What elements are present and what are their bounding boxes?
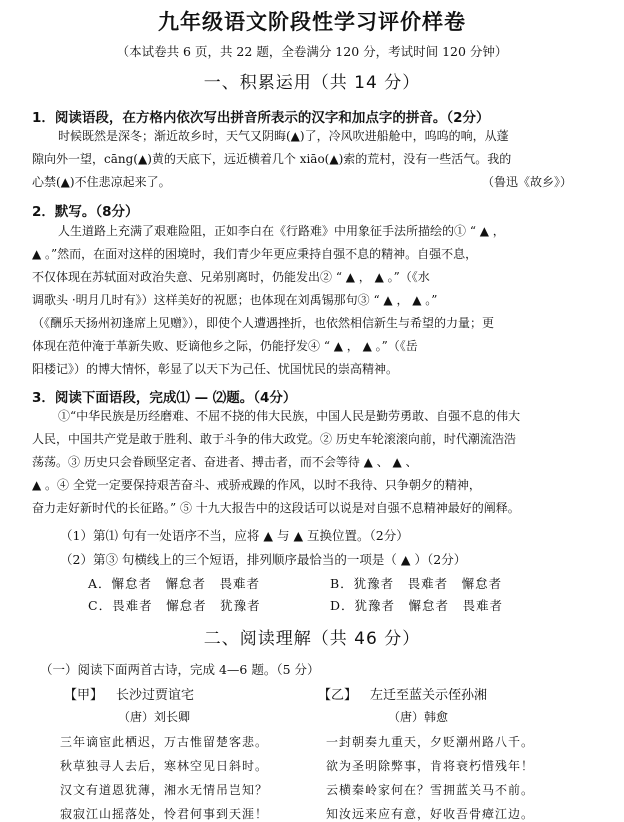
part-1-instructions: （一）阅读下面两首古诗，完成 4—6 题。（5 分）	[40, 662, 320, 677]
poem-a-author: （唐）刘长卿	[118, 710, 191, 724]
passage-line: 体现在范仲淹于革新失败、贬谪他乡之际，仍能抒发④ “ ▲ ， ▲ 。”（《岳	[32, 339, 418, 353]
section-1-heading: 一、积累运用（共 14 分）	[203, 73, 421, 93]
passage-line: 奋力走好新时代的长征路。” ⑤ 十九大报告中的这段话可以说是对自强不息精神最好的阐释。	[32, 501, 520, 515]
poem-b-line: 欲为圣明除弊事，肯将衰朽惜残年！	[326, 759, 535, 773]
passage-line: 人生道路上充满了艰难险阻，正如李白在《行路难》中用象征手法所描绘的① “ ▲ ，	[58, 224, 505, 238]
poem-a-title: 长沙过贾谊宅	[116, 688, 195, 703]
passage-line: （《酬乐天扬州初逢席上见赠》），即使个人遭遇挫折，也依然相信新生与希望的力量；更	[32, 316, 495, 330]
option-a: A．懈怠者 懈怠者 畏难者	[88, 576, 261, 591]
poem-b-tag: 【乙】	[318, 688, 358, 703]
question-3-sub2: （2）第③ 句横线上的三个短语，排列顺序最恰当的一项是（ ▲ ）（2分）	[60, 552, 467, 567]
passage-line: 时候既然是深冬；渐近故乡时，天气又阴晦(▲)了，冷风吹进船舱中，呜呜的响，从蓬	[58, 129, 509, 143]
option-b: B．犹豫者 畏难者 懈怠者	[330, 576, 503, 591]
passage-line: 不仅体现在苏轼面对政治失意、兄弟别离时，仍能发出② “ ▲ ， ▲ 。”（《水	[32, 270, 430, 284]
passage-line: ▲ 。”然而，在面对这样的困境时，我们青少年更应秉持自强不息的精神。自强不息，	[32, 247, 478, 261]
passage-line: 阳楼记》）的博大情怀，彰显了以天下为己任、忧国忧民的崇高精神。	[32, 362, 399, 376]
poem-b-line: 知汝远来应有意，好收吾骨瘴江边。	[326, 807, 535, 821]
question-3-passage	[32, 405, 594, 520]
question-2-passage	[32, 220, 594, 381]
section-2-heading: 二、阅读理解（共 46 分）	[203, 629, 421, 649]
poem-a-tag: 【甲】	[64, 688, 104, 703]
passage-line: 荡荡。③ 历史只会眷顾坚定者、奋进者、搏击者，而不会等待 ▲ 、 ▲ 、	[32, 455, 418, 469]
option-c: C．畏难者 懈怠者 犹豫者	[88, 598, 261, 613]
question-1-heading: 1．阅读语段，在方格内依次写出拼音所表示的汉字和加点字的拼音。（2分）	[32, 110, 490, 126]
poem-a-line: 秋草独寻人去后，寒林空见日斜时。	[60, 759, 269, 773]
question-3-heading: 3．阅读下面语段，完成⑴ — ⑵题。（4分）	[32, 390, 297, 406]
passage-line: ▲ 。④ 全党一定要保持艰苦奋斗、戒骄戒躁的作风，以时不我待、只争朝夕的精神，	[32, 478, 481, 492]
option-d: D．犹豫者 懈怠者 畏难者	[330, 598, 504, 613]
passage-line: 调歌头 ·明月几时有》）这样美好的祝愿；也体现在刘禹锡那句③ “ ▲ ， ▲ 。”	[32, 293, 438, 307]
poem-a-line: 三年谪宦此栖迟，万古惟留楚客悲。	[60, 735, 269, 749]
question-2-heading: 2．默写。（8分）	[32, 204, 139, 220]
page-title: 九年级语文阶段性学习评价样卷	[158, 10, 466, 34]
passage-line: 人民，中国共产党是敢于胜利、敢于斗争的伟大政党。② 历史车轮滚滚向前，时代潮流浩浩	[32, 432, 516, 446]
poem-b-author: （唐）韩愈	[388, 710, 449, 724]
question-3-sub1: （1）第⑴ 句有一处语序不当，应将 ▲ 与 ▲ 互换位置。（2分）	[60, 528, 409, 543]
poem-b-line: 一封朝奏九重天，夕贬潮州路八千。	[326, 735, 535, 749]
poem-a-line: 汉文有道恩犹薄，湘水无情吊岂知？	[60, 783, 269, 797]
poem-b-title: 左迁至蓝关示侄孙湘	[370, 688, 488, 703]
page-subtitle: （本试卷共 6 页，共 22 题，全卷满分 120 分，考试时间 120 分钟）	[116, 44, 508, 59]
poem-a-line: 寂寂江山摇落处，怜君何事到天涯！	[60, 807, 269, 821]
passage-line: 隙向外一望，cāng(▲)黄的天底下，远近横着几个 xiāo(▲)索的荒村，没有一些活气。我的	[32, 152, 512, 166]
poem-b-line: 云横秦岭家何在？雪拥蓝关马不前。	[326, 783, 535, 797]
passage-line: 心禁(▲)不住悲凉起来了。	[32, 175, 171, 189]
passage-line: ①“中华民族是历经磨难、不屈不挠的伟大民族，中国人民是勤劳勇敢、自强不息的伟大	[58, 409, 521, 423]
passage-source: （鲁迅《故乡》）	[482, 175, 573, 189]
